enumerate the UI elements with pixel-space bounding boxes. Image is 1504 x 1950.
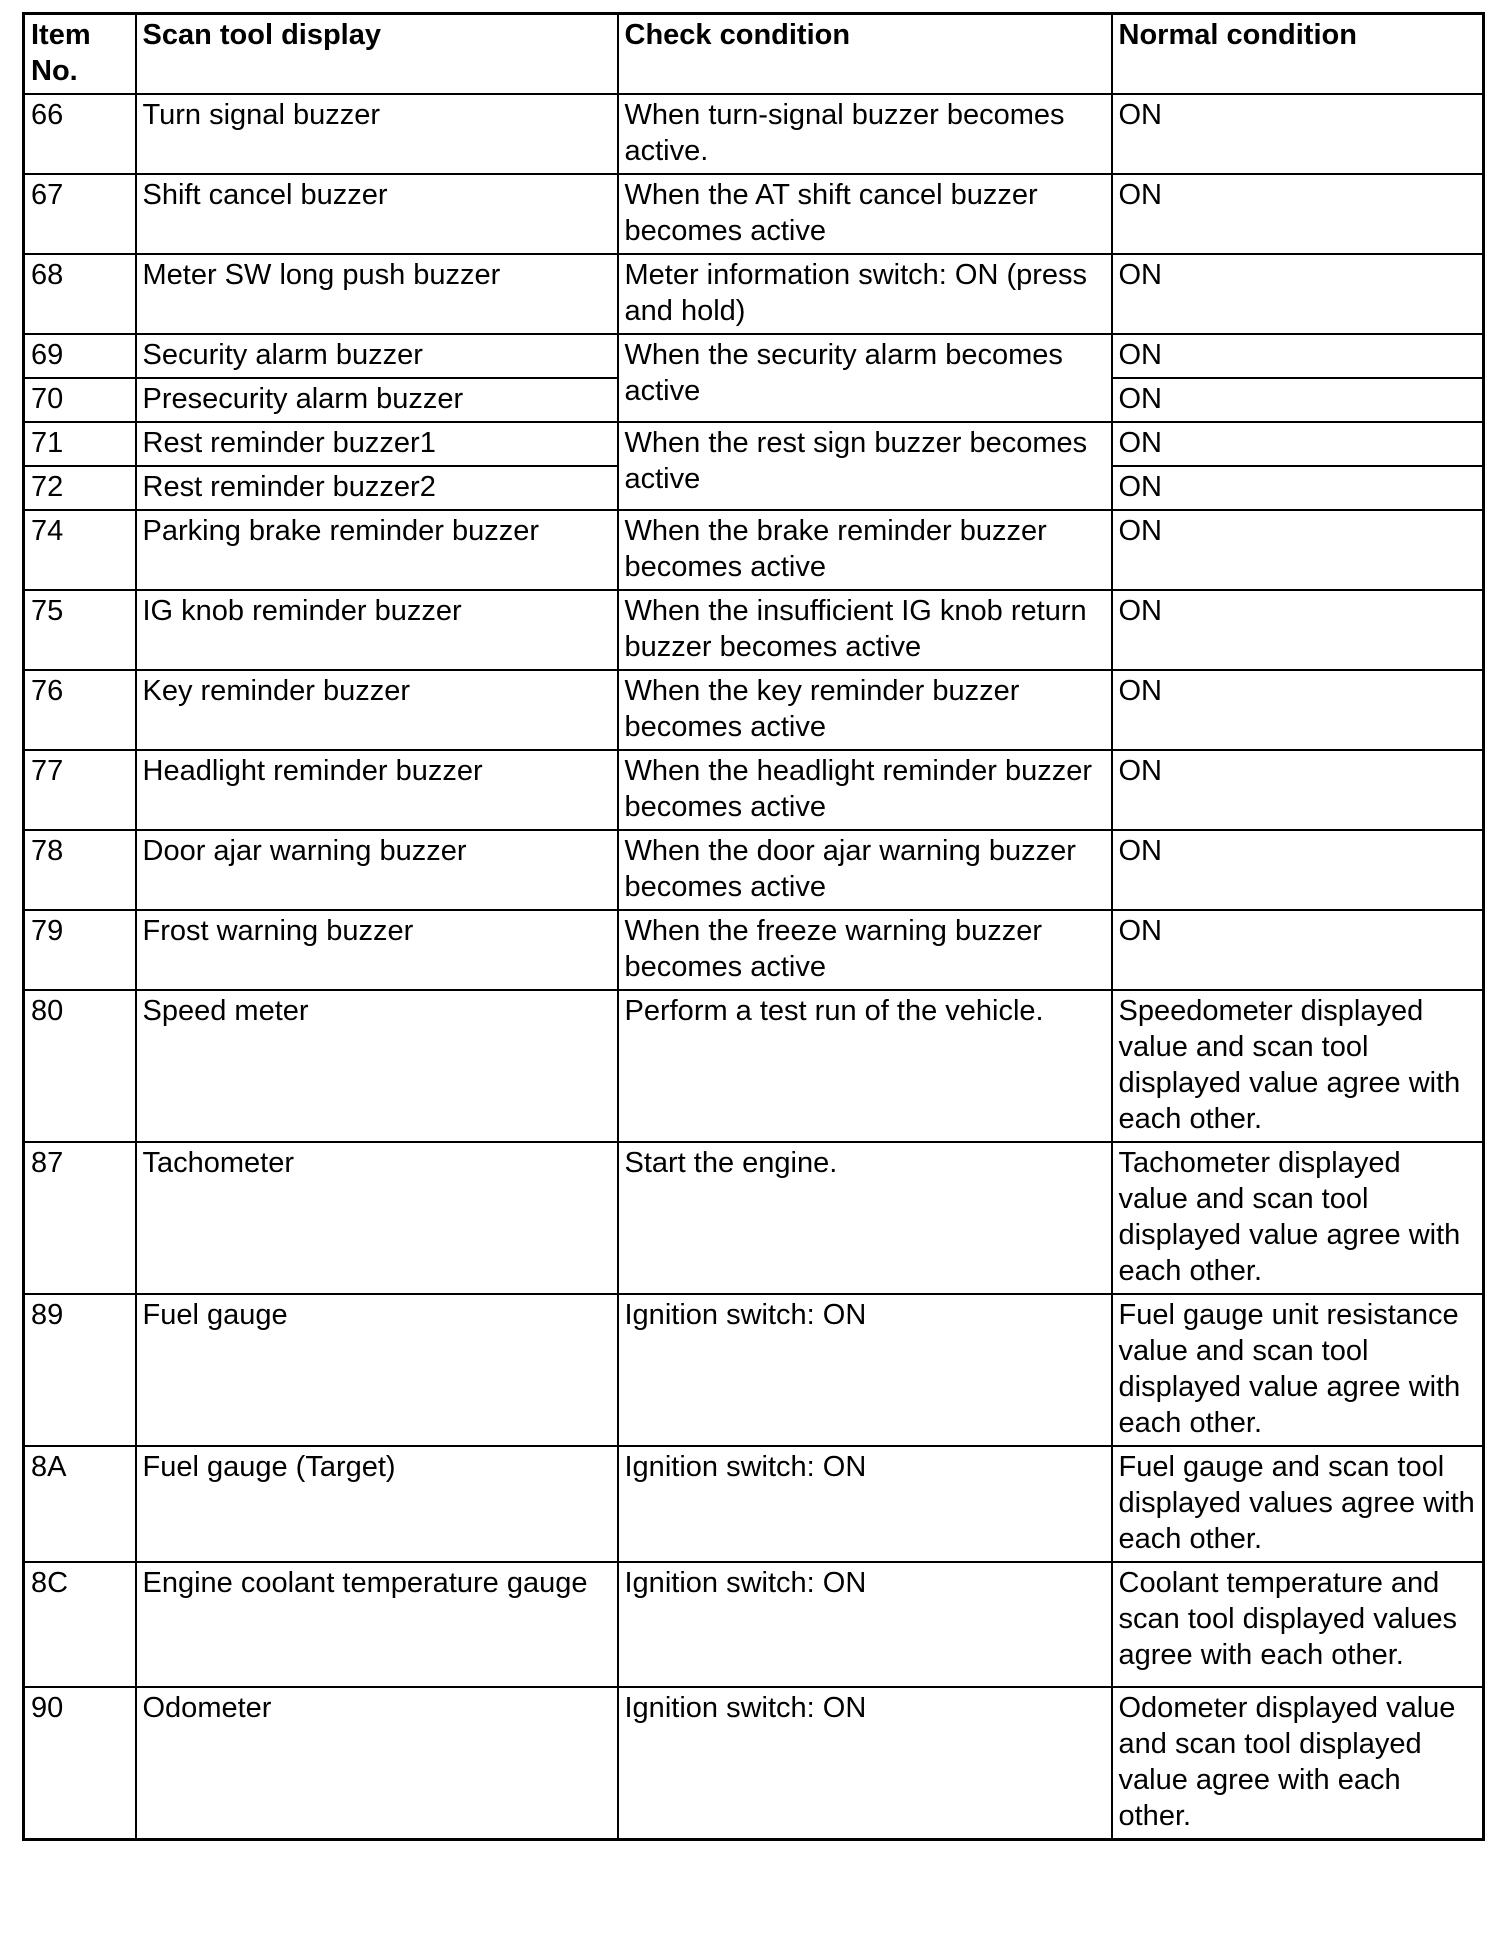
table-row: [24, 1446, 1484, 1562]
table-row: [24, 910, 1484, 990]
normal-condition-cell: ON: [1112, 334, 1484, 378]
normal-condition-cell: ON: [1112, 378, 1484, 422]
item-no-cell: 74: [24, 510, 136, 590]
item-no-cell: 79: [24, 910, 136, 990]
scan-tool-display-cell: Shift cancel buzzer: [136, 174, 618, 254]
item-no-cell: 89: [24, 1294, 136, 1446]
item-no-cell: 72: [24, 466, 136, 510]
normal-condition-cell: ON: [1112, 422, 1484, 466]
table-row: [24, 254, 1484, 334]
normal-condition-cell: ON: [1112, 590, 1484, 670]
check-condition-cell: When turn-signal buzzer becomes active.: [618, 94, 1112, 174]
table-row: [24, 510, 1484, 590]
check-condition-cell: Perform a test run of the vehicle.: [618, 990, 1112, 1142]
table-row: [24, 830, 1484, 910]
normal-condition-cell: ON: [1112, 910, 1484, 990]
item-no-cell: 67: [24, 174, 136, 254]
scan-tool-display-cell: Frost warning buzzer: [136, 910, 618, 990]
normal-condition-cell: Fuel gauge and scan tool displayed values agree with each other.: [1112, 1446, 1484, 1562]
item-no-cell: 68: [24, 254, 136, 334]
item-no-cell: 80: [24, 990, 136, 1142]
scan-tool-display-cell: Security alarm buzzer: [136, 334, 618, 378]
check-condition-cell: When the key reminder buzzer becomes active: [618, 670, 1112, 750]
normal-condition-cell: Fuel gauge unit resistance value and scan tool displayed value agree with each other.: [1112, 1294, 1484, 1446]
normal-condition-cell: ON: [1112, 670, 1484, 750]
item-no-cell: 70: [24, 378, 136, 422]
scan-tool-display-cell: Fuel gauge: [136, 1294, 618, 1446]
scan-tool-display-cell: IG knob reminder buzzer: [136, 590, 618, 670]
table-row: [24, 94, 1484, 174]
table-row: [24, 1294, 1484, 1446]
scan-tool-display-cell: Parking brake reminder buzzer: [136, 510, 618, 590]
normal-condition-cell: ON: [1112, 830, 1484, 910]
check-condition-cell: Ignition switch: ON: [618, 1446, 1112, 1562]
item-no-cell: 66: [24, 94, 136, 174]
scan-tool-display-cell: Key reminder buzzer: [136, 670, 618, 750]
header-normal-condition: Normal condition: [1112, 14, 1484, 95]
item-no-cell: 77: [24, 750, 136, 830]
normal-condition-cell: ON: [1112, 254, 1484, 334]
item-no-cell: 71: [24, 422, 136, 466]
check-condition-cell: When the brake reminder buzzer becomes active: [618, 510, 1112, 590]
item-no-cell: 87: [24, 1142, 136, 1294]
header-check-condition: Check condition: [618, 14, 1112, 95]
check-condition-cell: When the security alarm becomes active: [618, 334, 1112, 422]
item-no-cell: 78: [24, 830, 136, 910]
header-scan-tool-display: Scan tool display: [136, 14, 618, 95]
table-row: [24, 670, 1484, 750]
table-row: [24, 422, 1484, 466]
item-no-cell: 75: [24, 590, 136, 670]
scan-tool-display-cell: Headlight reminder buzzer: [136, 750, 618, 830]
table-row: [24, 1687, 1484, 1840]
check-condition-cell: Ignition switch: ON: [618, 1562, 1112, 1687]
check-condition-cell: When the rest sign buzzer becomes active: [618, 422, 1112, 510]
scan-tool-display-cell: Rest reminder buzzer1: [136, 422, 618, 466]
scan-tool-display-cell: Speed meter: [136, 990, 618, 1142]
scan-tool-display-cell: Odometer: [136, 1687, 618, 1840]
scan-tool-display-cell: Turn signal buzzer: [136, 94, 618, 174]
normal-condition-cell: Odometer displayed value and scan tool displayed value agree with each other.: [1112, 1687, 1484, 1840]
normal-condition-cell: Tachometer displayed value and scan tool displayed value agree with each other.: [1112, 1142, 1484, 1294]
scan-tool-display-cell: Presecurity alarm buzzer: [136, 378, 618, 422]
table-row: [24, 590, 1484, 670]
check-condition-cell: Meter information switch: ON (press and hold): [618, 254, 1112, 334]
normal-condition-cell: ON: [1112, 510, 1484, 590]
scan-tool-display-cell: Meter SW long push buzzer: [136, 254, 618, 334]
check-condition-cell: When the door ajar warning buzzer becomes active: [618, 830, 1112, 910]
header-item-no: Item No.: [24, 14, 136, 95]
normal-condition-cell: ON: [1112, 174, 1484, 254]
normal-condition-cell: ON: [1112, 94, 1484, 174]
check-condition-cell: When the insufficient IG knob return buzzer becomes active: [618, 590, 1112, 670]
table-row: [24, 1142, 1484, 1294]
normal-condition-cell: Speedometer displayed value and scan tool displayed value agree with each other.: [1112, 990, 1484, 1142]
normal-condition-cell: ON: [1112, 466, 1484, 510]
check-condition-cell: Start the engine.: [618, 1142, 1112, 1294]
table-row: [24, 334, 1484, 378]
item-no-cell: 8A: [24, 1446, 136, 1562]
scan-tool-display-cell: Engine coolant temperature gauge: [136, 1562, 618, 1687]
scan-tool-table: [22, 12, 1485, 1841]
item-no-cell: 8C: [24, 1562, 136, 1687]
check-condition-cell: Ignition switch: ON: [618, 1294, 1112, 1446]
item-no-cell: 76: [24, 670, 136, 750]
scan-tool-display-cell: Fuel gauge (Target): [136, 1446, 618, 1562]
scan-tool-display-cell: Door ajar warning buzzer: [136, 830, 618, 910]
table-row: [24, 1562, 1484, 1687]
check-condition-cell: When the headlight reminder buzzer becomes active: [618, 750, 1112, 830]
table-row: [24, 990, 1484, 1142]
check-condition-cell: When the AT shift cancel buzzer becomes active: [618, 174, 1112, 254]
scan-tool-display-cell: Rest reminder buzzer2: [136, 466, 618, 510]
normal-condition-cell: ON: [1112, 750, 1484, 830]
item-no-cell: 90: [24, 1687, 136, 1840]
scan-tool-display-cell: Tachometer: [136, 1142, 618, 1294]
normal-condition-cell: Coolant temperature and scan tool displayed values agree with each other.: [1112, 1562, 1484, 1687]
check-condition-cell: When the freeze warning buzzer becomes active: [618, 910, 1112, 990]
table-row: [24, 750, 1484, 830]
table-row: [24, 174, 1484, 254]
check-condition-cell: Ignition switch: ON: [618, 1687, 1112, 1840]
item-no-cell: 69: [24, 334, 136, 378]
header-row: [24, 14, 1484, 95]
